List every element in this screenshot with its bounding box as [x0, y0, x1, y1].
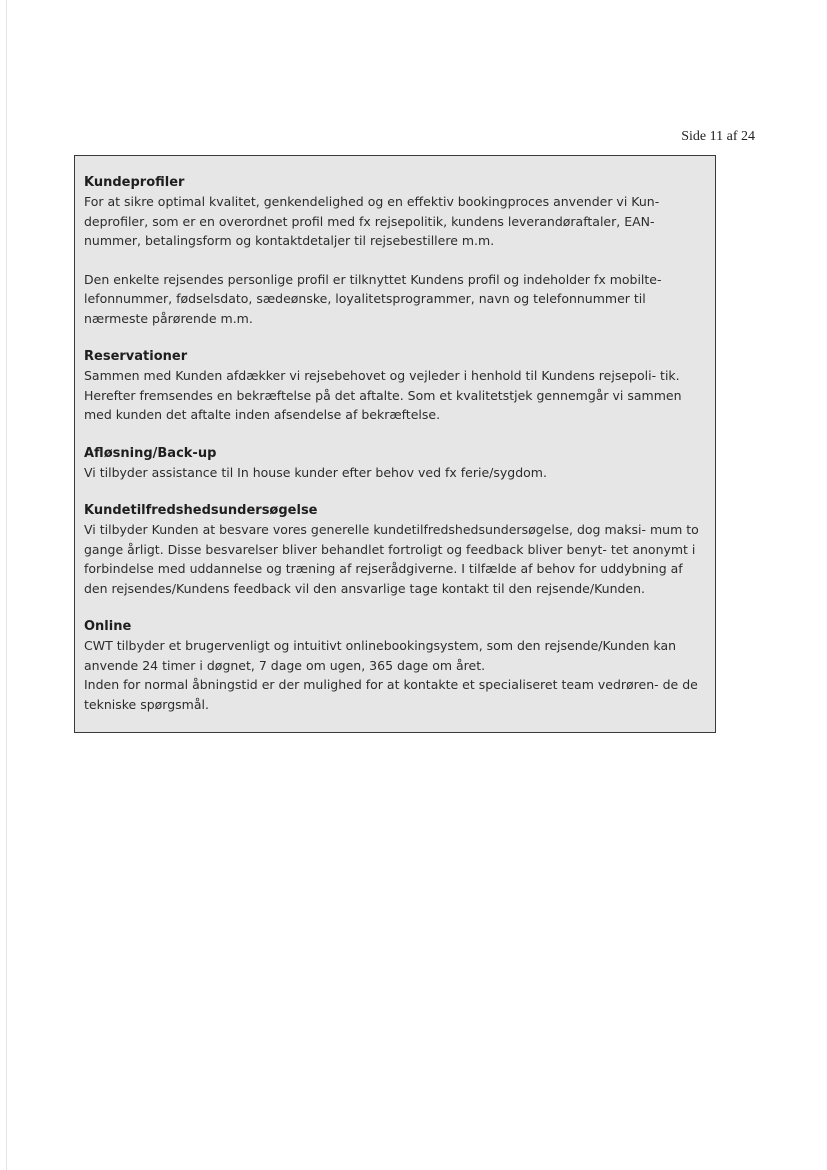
section-kundetilfredshedsundersoegelse — [84, 501, 706, 598]
section-heading: Afløsning/Back-up — [84, 445, 217, 461]
section-paragraph: For at sikre optimal kvalitet, genkendelighed og en effektiv bookingproces anvender vi Kun- deprofiler, som er en overordnet profil med fx rejsepolitik, kundens leverandøraftaler, EAN- nummer, betalingsform og kontaktdetaljer til rejsebestillere m.m. — [84, 194, 660, 248]
section-heading: Kundeprofiler — [84, 175, 185, 190]
section-paragraph: Inden for normal åbningstid er der mulighed for at kontakte et specialiseret team vedrøren- de de tekniske spørgsmål. — [84, 677, 698, 712]
section-online — [84, 617, 706, 714]
section-paragraph: Den enkelte rejsendes personlige profil er tilknyttet Kundens profil og indeholder fx mobilte- lefonnummer, fødselsdato, sædeønske, loyalitetsprogrammer, navn og telefonnummer til nærmeste pårørende m.m. — [84, 271, 662, 326]
section-afloesning-back-up — [84, 444, 706, 483]
section-paragraph: CWT tilbyder et brugervenligt og intuitivt onlinebookingsystem, som den rejsende/Kunden kan anvende 24 timer i døgnet, 7 dage om ugen, 365 dage om året. — [84, 638, 677, 673]
page-number: Side 11 af 24 — [681, 129, 755, 144]
section-paragraph: Vi tilbyder Kunden at besvare vores generelle kundetilfredshedsundersøgelse, dog maksi- mum to gange årligt. Disse besvarelser bliver behandlet fortroligt og feedback bliver benyt- tet anonymt i forbindelse med uddannelse og træning af rejserådgiverne. I tilfælde af behov for uddybning af den rejsendes/Kundens feedback vil den ansvarlige tage kontakt til den rejsende/Kunden. — [84, 522, 699, 596]
service-description-box — [74, 155, 716, 733]
section-reservationer — [84, 347, 706, 425]
section-heading: Reservationer — [84, 349, 188, 364]
page-left-edge — [6, 0, 7, 1170]
section-paragraph: Sammen med Kunden afdækker vi rejsebehovet og vejleder i henhold til Kundens rejsepoli- tik. Herefter fremsendes en bekræftelse på det aftalte. Som et kvalitetstjek gennemgår vi sammen med kunden det aftalte inden afsendelse af bekræftelse. — [84, 368, 682, 422]
section-heading: Kundetilfredshedsundersøgelse — [84, 503, 318, 518]
section-paragraph: Vi tilbyder assistance til In house kunder efter behov ved fx ferie/sygdom. — [84, 464, 547, 480]
section-kundeprofiler — [84, 173, 706, 328]
section-heading: Online — [84, 619, 132, 634]
